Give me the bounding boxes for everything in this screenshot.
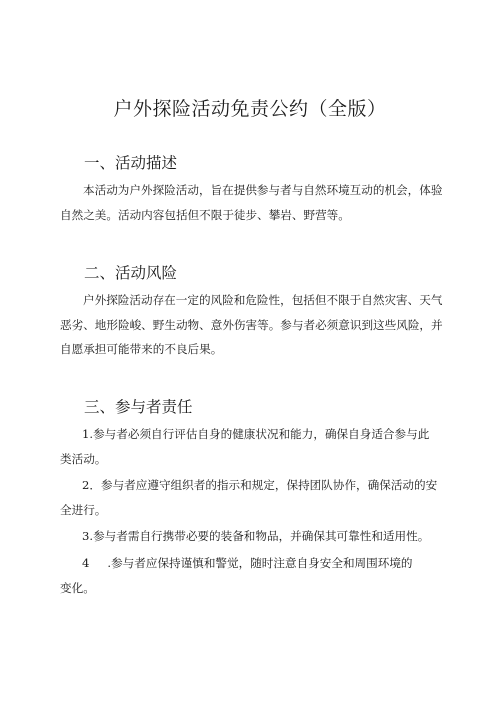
section-paragraph-activity-risks	[60, 288, 448, 362]
paragraph-line: 户外探险活动存在一定的风险和危险性，包括但不限于自然灾害、天气	[83, 293, 443, 307]
paragraph-line: 本活动为户外探险活动，旨在提供参与者与自然环境互动的机会，体验	[83, 183, 443, 197]
list-item	[60, 551, 450, 600]
list-item-text: .参与者必须自行评估自身的健康状况和能力，确保自身适合参与此	[89, 427, 430, 441]
list-item	[60, 422, 450, 471]
list-item	[60, 473, 450, 522]
list-item-text: .参与者应保持谨慎和警觉，随时注意自身安全和周围环境的	[107, 556, 413, 570]
section-heading-participant-responsibilities: 三、参与者责任	[84, 398, 193, 416]
section-heading-activity-risks: 二、活动风险	[84, 264, 178, 282]
list-item-text: .参与者需自行携带必要的装备和物品，并确保其可靠性和适用性。	[89, 529, 430, 543]
paragraph-line: 自愿承担可能带来的不良后果。	[60, 342, 223, 356]
list-item-line: 变化。	[60, 580, 95, 595]
list-item-line	[60, 524, 450, 549]
list-item-number: 2	[82, 478, 90, 492]
list-item-line: 全进行。	[60, 502, 107, 517]
section-paragraph-activity-description	[60, 178, 448, 227]
section-heading-activity-description: 一、活动描述	[84, 154, 178, 172]
paragraph-line: 恶劣、地形险峻、野生动物、意外伤害等。参与者必须意识到这些风险，并	[60, 317, 443, 332]
list-item-number: 1	[82, 427, 90, 441]
list-item	[60, 524, 450, 549]
list-item-number: 3	[82, 529, 90, 543]
list-item-text: ．参与者应遵守组织者的指示和规定，保持团队协作，确保活动的安	[89, 478, 438, 492]
paragraph-line: 自然之美。活动内容包括但不限于徒步、攀岩、野营等。	[60, 207, 350, 222]
list-item-line	[60, 422, 450, 447]
list-item-line	[60, 551, 450, 576]
list-item-line	[60, 473, 450, 498]
document-title: 户外探险活动免责公约（全版）	[113, 98, 387, 120]
list-item-number: 4	[82, 556, 90, 570]
list-item-line: 类活动。	[60, 451, 107, 466]
